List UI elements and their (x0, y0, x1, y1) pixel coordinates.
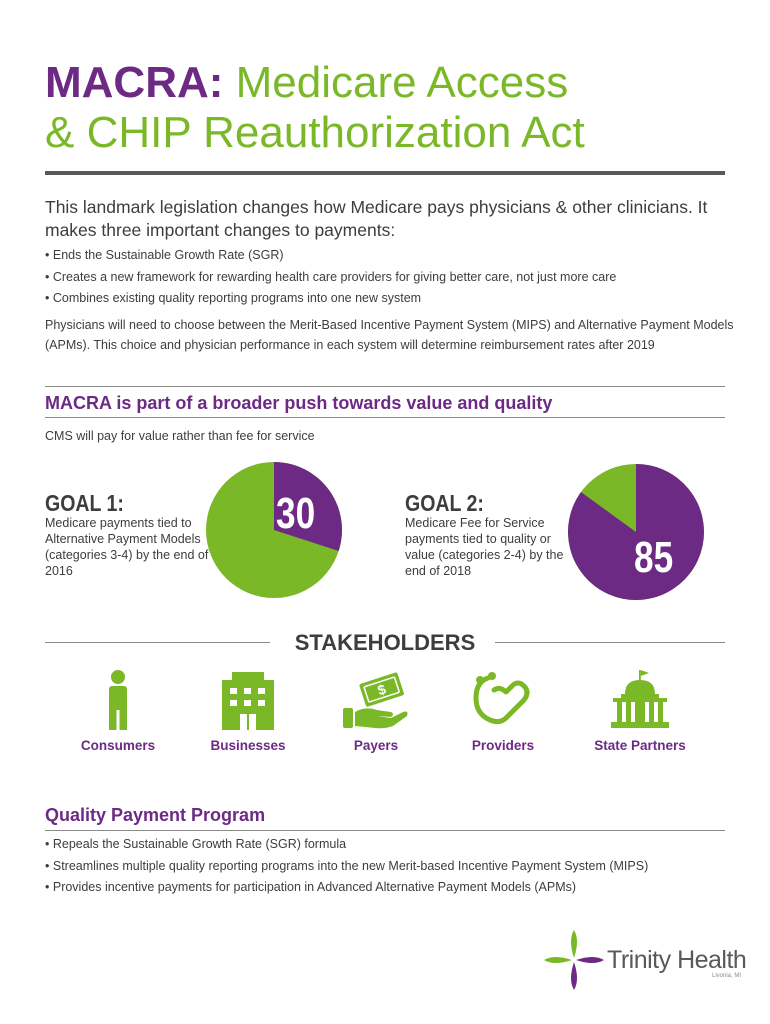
stakeholder-label: Providers (471, 738, 535, 753)
stakeholder-label: State Partners (594, 738, 686, 753)
stakeholder-label: Consumers (80, 738, 156, 753)
quality-program-bullets (45, 834, 735, 899)
goal1-text: Medicare payments tied to Alternative Payment Models (categories 3-4) by the end of 2016 (45, 516, 209, 578)
person-icon (88, 668, 148, 730)
intro-bullet-2: • Creates a new framework for rewarding health care providers for giving better care, not just more care (45, 267, 735, 289)
value-section-subtitle: CMS will pay for value rather than fee for service (45, 429, 315, 443)
stakeholder-label: Businesses (210, 738, 286, 753)
quality-bullet-2: • Streamlines multiple quality reporting programs into the new Merit-based Incentive Payment System (MIPS) (45, 856, 735, 878)
intro-bullets (45, 245, 735, 310)
title-line2: & CHIP Reauthorization Act (45, 108, 585, 157)
stakeholders-right-rule (495, 642, 725, 643)
section-top-rule (45, 386, 725, 387)
goal2-percent (634, 533, 689, 582)
money-hand-icon (339, 668, 413, 730)
stakeholder-label: Payers (353, 738, 399, 753)
stakeholder-payers (311, 668, 441, 753)
intro-bullet-1: • Ends the Sustainable Growth Rate (SGR) (45, 245, 735, 267)
capitol-icon (609, 668, 671, 730)
stakeholder-consumers (53, 668, 183, 753)
quality-program-rule (45, 830, 725, 831)
intro-paragraph: Physicians will need to choose between the Merit-Based Incentive Payment System (MIPS) and Alternative Payment Models (APMs). This choice and physician performance in each system will determine reimbursement rates after 2019 (45, 318, 734, 352)
svg-text:$: $ (375, 680, 388, 699)
stakeholder-state-partners (575, 668, 705, 753)
goal1-percent (276, 489, 331, 538)
goal2-percent-value: 85 (634, 533, 674, 582)
logo-name: Trinity Health (607, 946, 747, 974)
building-icon (218, 668, 278, 730)
goal2-percent-symbol: % (673, 541, 689, 566)
section-bottom-rule (45, 417, 725, 418)
goal2-heading: GOAL 2: (405, 490, 484, 516)
quality-program-title: Quality Payment Program (45, 805, 266, 825)
quality-bullet-3: • Provides incentive payments for participation in Advanced Alternative Payment Models (APMs) (45, 877, 735, 899)
stethoscope-icon (472, 668, 534, 730)
value-section-title: MACRA is part of a broader push towards value and quality (45, 393, 553, 413)
title-line1: Medicare Access (223, 58, 569, 107)
stakeholder-businesses (183, 668, 313, 753)
goal1-heading: GOAL 1: (45, 490, 124, 516)
quality-bullet-1: • Repeals the Sustainable Growth Rate (SGR) formula (45, 834, 735, 856)
intro-bullet-3: • Combines existing quality reporting programs into one new system (45, 288, 735, 310)
intro-text: This landmark legislation changes how Medicare pays physicians & other clinicians. It makes three important changes to payments: (45, 197, 708, 240)
stakeholders-title: STAKEHOLDERS (294, 630, 476, 655)
goal2-text: Medicare Fee for Service payments tied to quality or value (categories 2-4) by the end of 2018 (405, 516, 564, 578)
title-divider (45, 171, 725, 175)
page-title (45, 58, 735, 158)
goal1-percent-symbol: % (315, 497, 331, 522)
stakeholder-providers (438, 668, 568, 753)
goal1-percent-value: 30 (276, 489, 316, 538)
logo-location: Livonia, MI (712, 973, 742, 979)
title-acronym: MACRA: (45, 58, 224, 107)
